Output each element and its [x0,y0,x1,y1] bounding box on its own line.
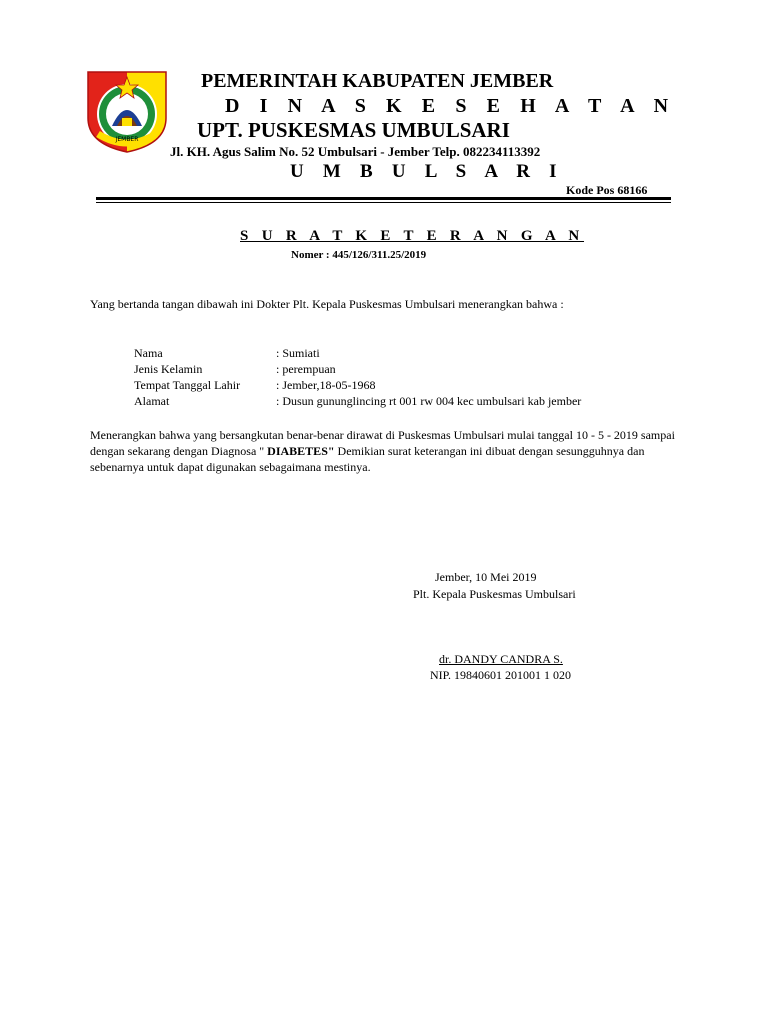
signature-position: Plt. Kepala Puskesmas Umbulsari [413,587,576,601]
letterhead-department: D I N A S K E S E H A T A N [225,95,676,117]
signature-name: dr. DANDY CANDRA S. [439,652,563,666]
field-value: : Dusun gununglincing rt 001 rw 004 kec umbulsari kab jember [276,394,582,408]
logo-text: JEMBER [115,136,139,143]
field-value: : Jember,18-05-1968 [276,378,376,392]
letterhead-postal-code: Kode Pos 68166 [566,183,648,197]
field-label: Nama [134,346,163,360]
letterhead-district: U M B U L S A R I [290,161,564,182]
letterhead-divider-thin [96,202,671,203]
field-row-jenis-kelamin [134,362,336,377]
document-title: S U R A T K E T E R A N G A N [240,228,585,244]
signature-nip: NIP. 19840601 201001 1 020 [430,668,572,682]
field-value: : Sumiati [276,346,320,360]
field-label: Jenis Kelamin [134,362,203,376]
field-row-alamat [134,394,581,409]
field-label: Tempat Tanggal Lahir [134,378,241,392]
jember-regency-emblem-icon [84,68,170,154]
letterhead-government: PEMERINTAH KABUPATEN JEMBER [201,70,554,92]
field-label: Alamat [134,394,170,408]
field-row-tempat-tanggal-lahir [134,378,376,393]
letterhead-clinic: UPT. PUSKESMAS UMBULSARI [197,118,510,142]
statement-text: Menerangkan bahwa yang bersangkutan benar-benar dirawat di Puskesmas Umbulsari mulai tanggal 10 - 5 - 2019 sampai dengan sekarang dengan Diagnosa " [90,428,675,458]
field-row-nama [134,346,320,361]
statement-paragraph [90,427,685,475]
document-number: Nomer : 445/126/311.25/2019 [291,249,427,261]
diagnosis: DIABETES" [267,444,335,458]
letterhead-divider-thick [96,197,671,200]
intro-paragraph: Yang bertanda tangan dibawah ini Dokter Plt. Kepala Puskesmas Umbulsari menerangkan bahwa : [90,297,564,311]
letterhead-address: Jl. KH. Agus Salim No. 52 Umbulsari - Jember Telp. 082234113392 [170,144,541,159]
signature-place-date: Jember, 10 Mei 2019 [435,570,537,584]
statement-text-end: Demikian surat keterangan ini dibuat dengan sesungguhnya dan sebenarnya untuk dapat digunakan sebagaimana mestinya. [90,444,645,474]
field-value: : perempuan [276,362,336,376]
